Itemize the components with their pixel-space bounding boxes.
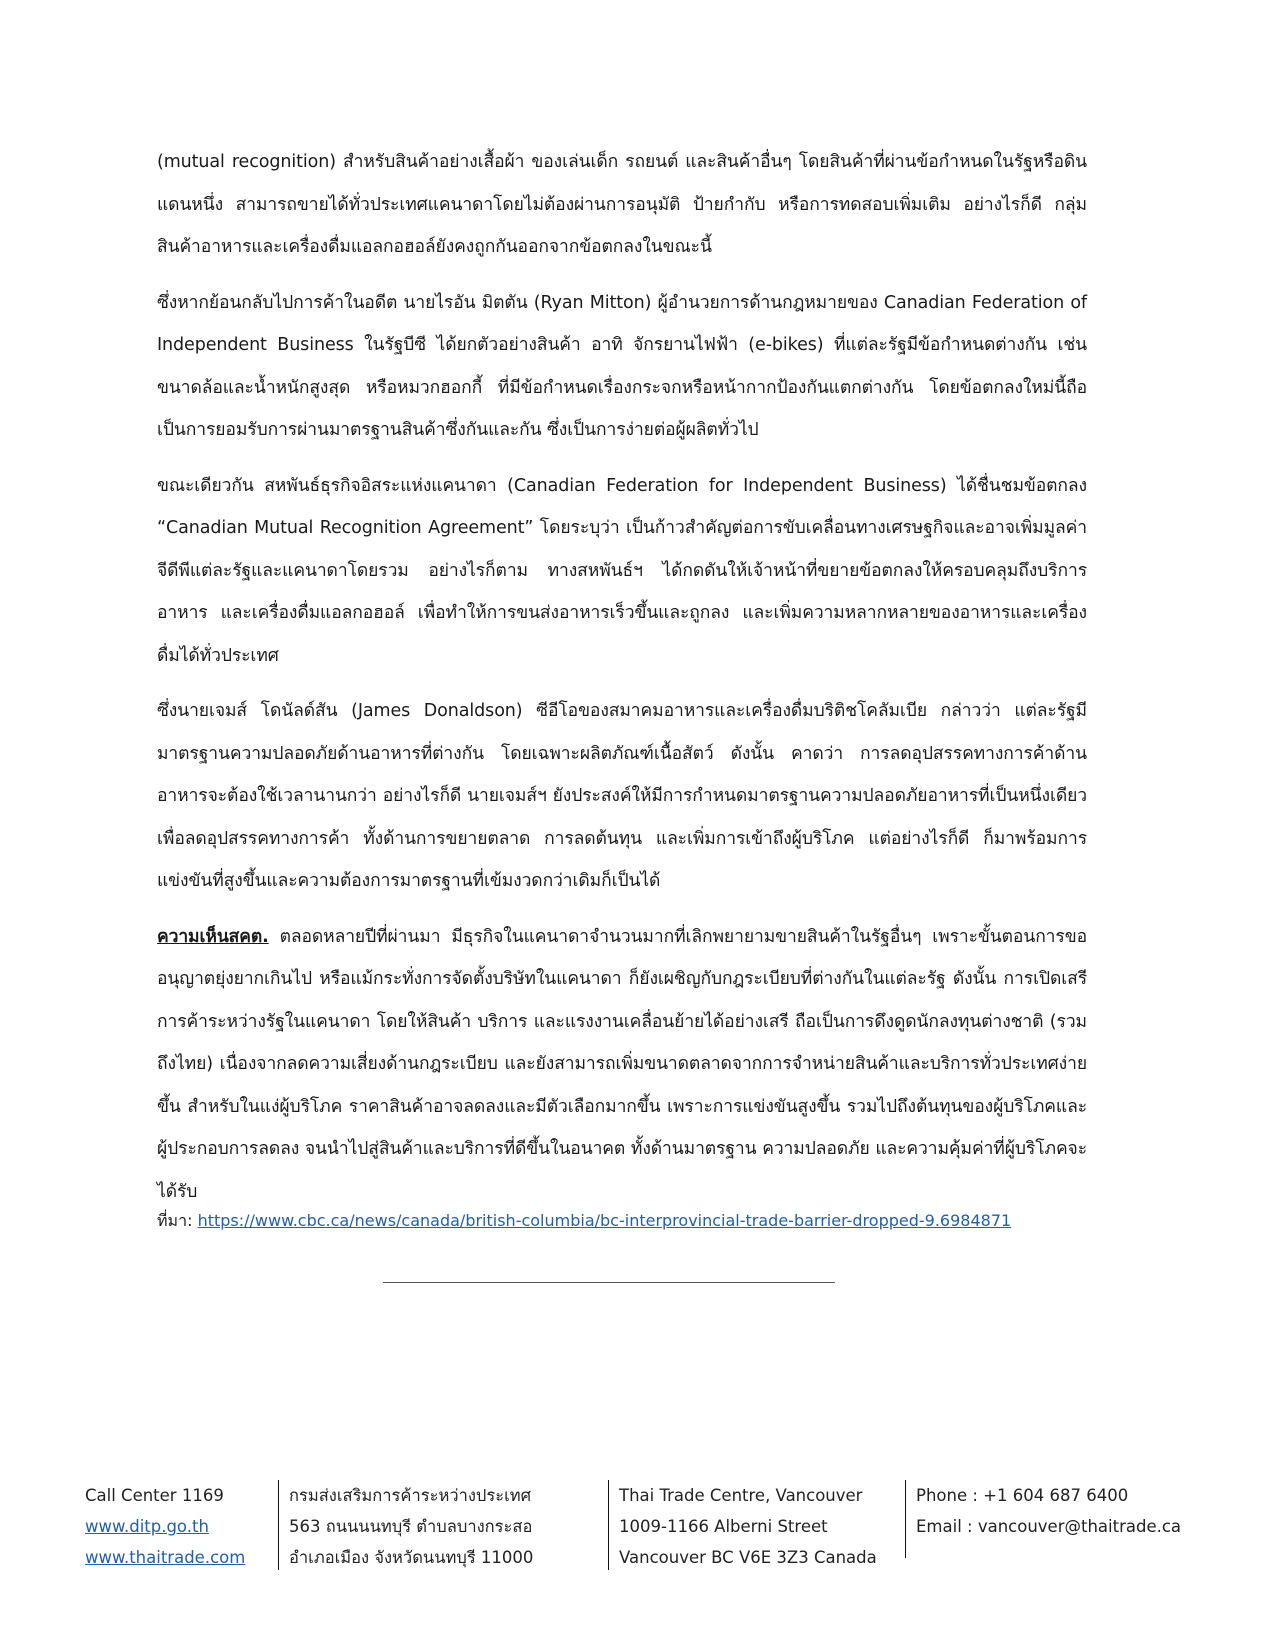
- source-link[interactable]: https://www.cbc.ca/news/canada/british-columbia/bc-interprovincial-trade-barrier-dropped-9.6984871: [197, 1211, 1012, 1230]
- document-body: [157, 141, 1087, 1235]
- ditp-address-line1: 563 ถนนนนทบุรี ตำบลบางกระสอ: [289, 1517, 533, 1536]
- thaitrade-link[interactable]: www.thaitrade.com: [85, 1548, 246, 1567]
- office-name: Thai Trade Centre, Vancouver: [619, 1486, 863, 1505]
- page-footer: [85, 1480, 1215, 1570]
- source-line: [157, 1207, 1087, 1235]
- footer-vancouver-address-column: [608, 1480, 877, 1570]
- ditp-link[interactable]: www.ditp.go.th: [85, 1517, 209, 1536]
- email-text: Email : vancouver@thaitrade.ca: [916, 1517, 1182, 1536]
- footer-contact-column: [85, 1480, 245, 1573]
- opinion-text: ตลอดหลายปีที่ผ่านมา มีธุรกิจในแคนาดาจำนวนมากที่เลิกพยายามขายสินค้าในรัฐอื่นๆ เพราะขั้นตอนการขออนุญาตยุ่งยากเกินไป หรือแม้กระทั่งการจัดตั้งบริษัทในแคนาดา ก็ยังเผชิญกับกฎระเบียบที่ต่างกันในแต่ละรัฐ ดังนั้น การเปิดเสรีการค้าระหว่างรัฐในแคนาดา โดยให้สินค้า บริการ และแรงงานเคลื่อนย้ายได้อย่างเสรี ถือเป็นการดึงดูดนักลงทุนต่างชาติ (รวมถึงไทย) เนื่องจากลดความเสี่ยงด้านกฎระเบียบ และยังสามารถเพิ่มขนาดตลาดจากการจำหน่ายสินค้าและบริการทั่วประเทศง่ายขึ้น สำหรับในแง่ผู้บริโภค ราคาสินค้าอาจลดลงและมีตัวเลือกมากขึ้น เพราะการแข่งขันสูงขึ้น รวมไปถึงต้นทุนของผู้บริโภคและผู้ประกอบการลดลง จนนำไปสู่สินค้าและบริการที่ดีขึ้นในอนาคต ทั้งด้านมาตรฐาน ความปลอดภัย และความคุ้มค่าที่ผู้บริโภคจะได้รับ: [157, 926, 1087, 1202]
- separator-line: [383, 1282, 835, 1283]
- footer-ditp-address-column: [278, 1480, 533, 1570]
- office-city: Vancouver BC V6E 3Z3 Canada: [619, 1548, 877, 1567]
- office-street: 1009-1166 Alberni Street: [619, 1517, 828, 1536]
- ditp-name: กรมส่งเสริมการค้าระหว่างประเทศ: [289, 1486, 532, 1505]
- paragraph-mutual-recognition: (mutual recognition) สำหรับสินค้าอย่างเสื้อผ้า ของเล่นเด็ก รถยนต์ และสินค้าอื่นๆ โดยสินค้าที่ผ่านข้อกำหนดในรัฐหรือดินแดนหนึ่ง สามารถขายได้ทั่วประเทศแคนาดาโดยไม่ต้องผ่านการอนุมัติ ป้ายกำกับ หรือการทดสอบเพิ่มเติม อย่างไรก็ดี กลุ่มสินค้าอาหารและเครื่องดื่มแอลกอฮอล์ยังคงถูกกันออกจากข้อตกลงในขณะนี้: [157, 152, 1087, 257]
- opinion-label: ความเห็นสคต.: [157, 926, 269, 947]
- footer-phone-email-column: [905, 1480, 1181, 1558]
- phone-text: Phone : +1 604 687 6400: [916, 1486, 1129, 1505]
- paragraph-ryan-mitton: ซึ่งหากย้อนกลับไปการค้าในอดีต นายไรอัน มิตตัน (Ryan Mitton) ผู้อำนวยการด้านกฎหมายของ Canadian Federation of Independent Business ในรัฐบีซี ได้ยกตัวอย่างสินค้า อาทิ จักรยานไฟฟ้า (e-bikes) ที่แต่ละรัฐมีข้อกำหนดต่างกัน เช่น ขนาดล้อและน้ำหนักสูงสุด หรือหมวกฮอกกี้ ที่มีข้อกำหนดเรื่องกระจกหรือหน้ากากป้องกันแตกต่างกัน โดยข้อตกลงใหม่นี้ถือเป็นการยอมรับการผ่านมาตรฐานสินค้าซึ่งกันและกัน ซึ่งเป็นการง่ายต่อผู้ผลิตทั่วไป: [157, 292, 1087, 440]
- paragraph-cfib: ขณะเดียวกัน สหพันธ์ธุรกิจอิสระแห่งแคนาดา (Canadian Federation for Independent Business) ได้ชื่นชมข้อตกลง “Canadian Mutual Recognition Agreement” โดยระบุว่า เป็นก้าวสำคัญต่อการขับเคลื่อนทางเศรษฐกิจและอาจเพิ่มมูลค่าจีดีพีแต่ละรัฐและแคนาดาโดยรวม อย่างไรก็ตาม ทางสหพันธ์ฯ ได้กดดันให้เจ้าหน้าที่ขยายข้อตกลงให้ครอบคลุมถึงบริการ อาหาร และเครื่องดื่มแอลกอฮอล์ เพื่อทำให้การขนส่งอาหารเร็วขึ้นและถูกลง และเพิ่มความหลากหลายของอาหารและเครื่องดื่มได้ทั่วประเทศ: [157, 475, 1087, 666]
- source-label: ที่มา:: [157, 1211, 198, 1230]
- paragraph-james-donaldson: ซึ่งนายเจมส์ โดนัลด์สัน (James Donaldson) ซีอีโอของสมาคมอาหารและเครื่องดื่มบริติชโคลัมเบีย กล่าวว่า แต่ละรัฐมีมาตรฐานความปลอดภัยด้านอาหารที่ต่างกัน โดยเฉพาะผลิตภัณฑ์เนื้อสัตว์ ดังนั้น คาดว่า การลดอุปสรรคทางการค้าด้านอาหารจะต้องใช้เวลานานกว่า อย่างไรก็ดี นายเจมส์ฯ ยังประสงค์ให้มีการกำหนดมาตรฐานความปลอดภัยอาหารที่เป็นหนึ่งเดียว เพื่อลดอุปสรรคทางการค้า ทั้งด้านการขยายตลาด การลดต้นทุน และเพิ่มการเข้าถึงผู้บริโภค แต่อย่างไรก็ดี ก็มาพร้อมการแข่งขันที่สูงขึ้นและความต้องการมาตรฐานที่เข้มงวดกว่าเดิมก็เป็นได้: [157, 701, 1087, 891]
- call-center-text: Call Center 1169: [85, 1486, 224, 1505]
- paragraph-opinion: [157, 916, 1087, 1214]
- ditp-address-line2: อำเภอเมือง จังหวัดนนทบุรี 11000: [289, 1548, 534, 1567]
